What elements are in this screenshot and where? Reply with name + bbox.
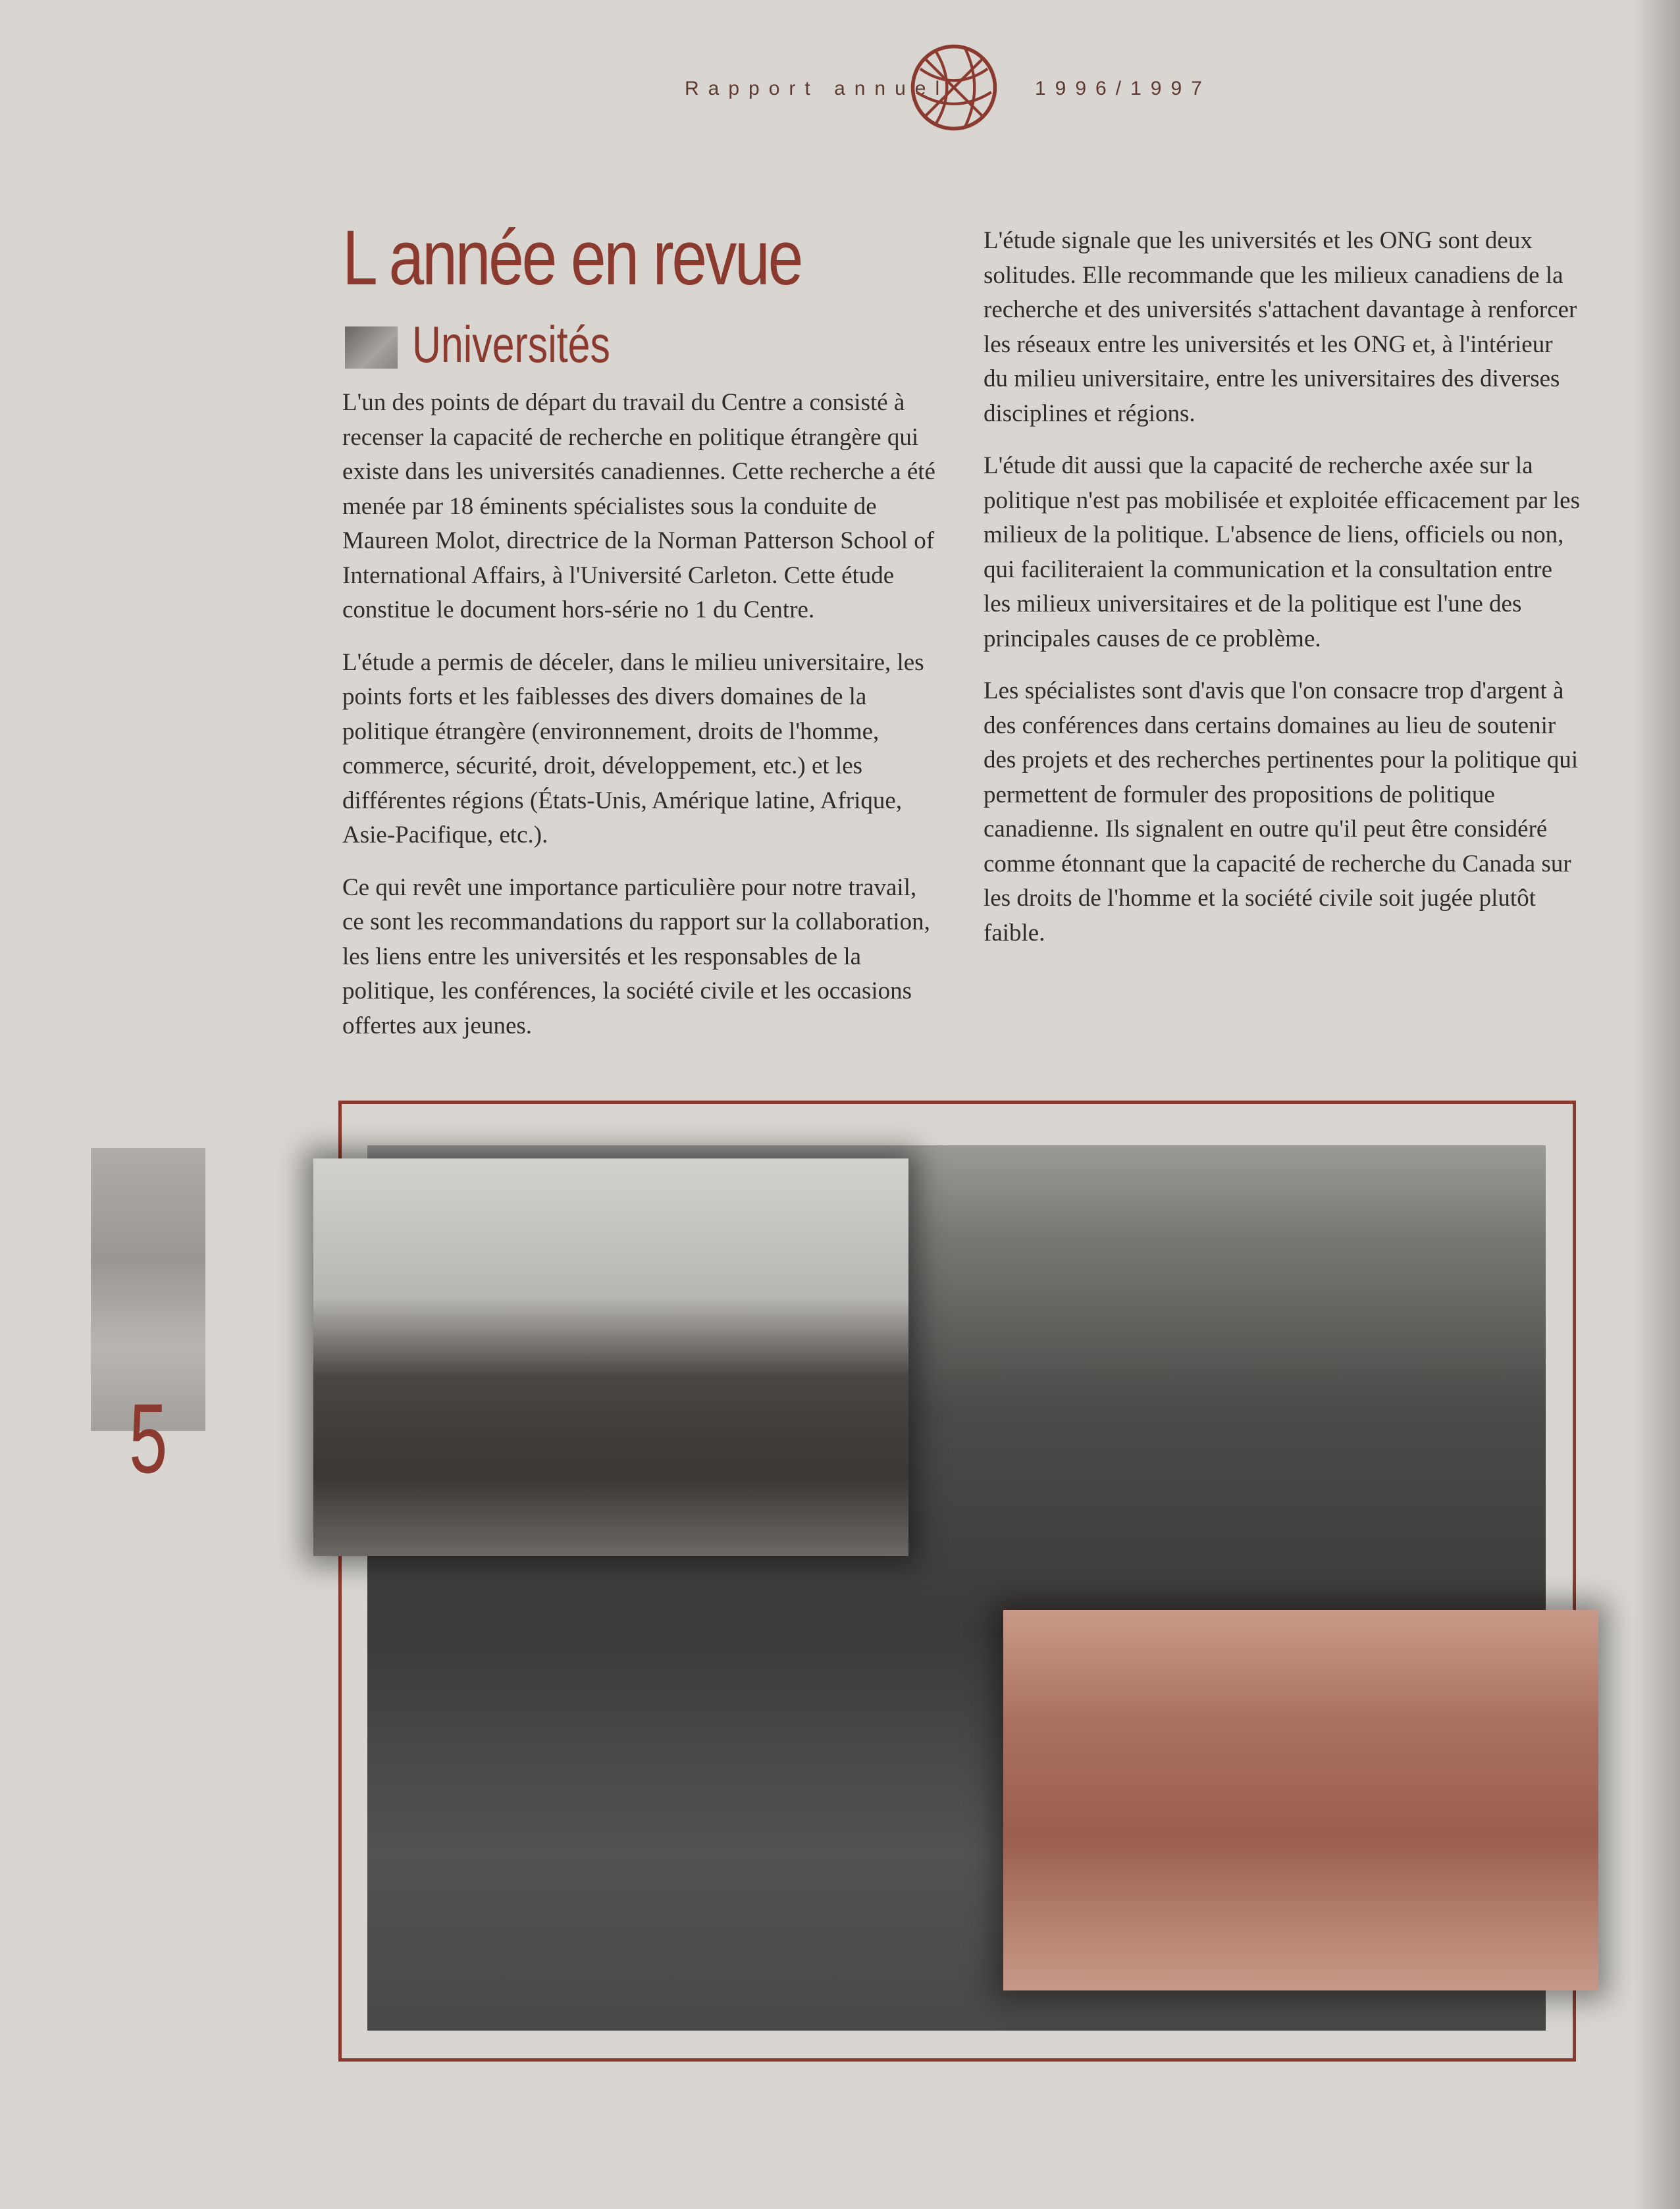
section-marker xyxy=(345,326,398,369)
page-edge-shadow xyxy=(1633,0,1680,2209)
section-title: Universités xyxy=(412,315,610,373)
university-building-photo xyxy=(313,1158,908,1556)
paragraph: L'étude dit aussi que la capacité de recherche axée sur la politique n'est pas mobilisée et exploitée efficacement par les milieux de la politique. L'absence de liens, officiels ou non, qui faciliteraient la communication et la consultation entre les milieux universitaires et de la politique est l'une des principales causes de ce problème. xyxy=(984,452,1580,652)
left-text-column xyxy=(342,386,941,1061)
paragraph: Les spécialistes sont d'avis que l'on consacre trop d'argent à des conférences dans certains domaines au lieu de soutenir des projets et des recherches pertinentes pour la politique qui permettent de formuler des propositions de politique canadienne. Ils signalent en outre qu'il peut être considéré comme étonnant que la capacité de recherche du Canada sur les droits de l'homme et la société civile soit jugée plutôt faible. xyxy=(984,677,1579,947)
header-report-label: Rapport annuel xyxy=(685,78,949,99)
header-year-label: 1996/1997 xyxy=(1035,78,1211,99)
paragraph: L'un des points de départ du travail du Centre a consisté à recenser la capacité de recherche en politique étrangère qui existe dans les universités canadiennes. Cette recherche a été menée par 18 éminents spécialistes sous la conduite de Maureen Molot, directrice de la Norman Patterson School of International Affairs, à l'Université Carleton. Cette étude constitue le document hors-série no 1 du Centre. xyxy=(342,389,935,623)
university-gate-photo xyxy=(1003,1610,1598,1990)
right-text-column xyxy=(984,224,1583,968)
paragraph: L'étude a permis de déceler, dans le milieu universitaire, les points forts et les faiblesses des divers domaines de la politique étrangère (environnement, droits de l'homme, commerce, sécurité, droit, développement, etc.) et les différentes régions (États-Unis, Amérique latine, Afrique, Asie-Pacifique, etc.). xyxy=(342,648,924,848)
paragraph: L'étude signale que les universités et les ONG sont deux solitudes. Elle recommande que les milieux canadiens de la recherche et des universités s'attachent davantage à renforcer les réseaux entre les universités et les ONG et, à l'intérieur du milieu universitaire, entre les universitaires des diverses disciplines et régions. xyxy=(984,227,1577,427)
page-number: 5 xyxy=(129,1383,168,1494)
page-title: L année en revue xyxy=(342,215,802,301)
globe-icon xyxy=(907,41,1001,134)
paragraph: Ce qui revêt une importance particulière pour notre travail, ce sont les recommandations du rapport sur la collaboration, les liens entre les universités et les responsables de la politique, les conférences, la société civile et les occasions offertes aux jeunes. xyxy=(342,873,930,1039)
